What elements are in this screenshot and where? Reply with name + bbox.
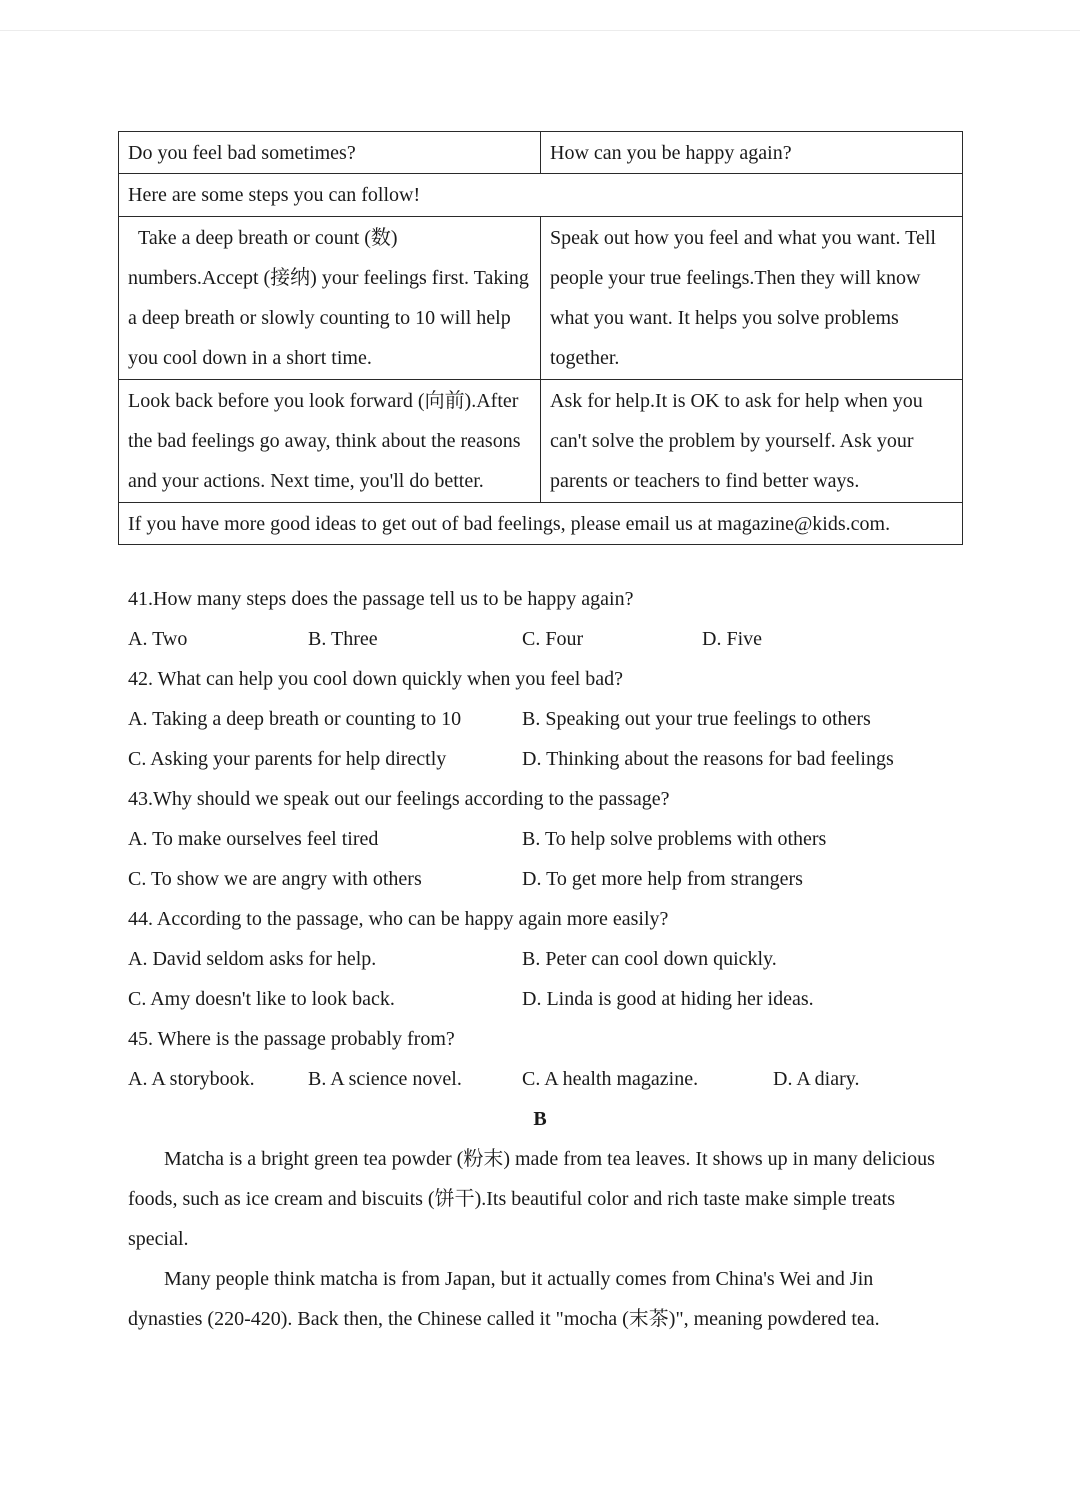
option-44-a: A. David seldom asks for help. xyxy=(128,948,377,970)
option-43-b: B. To help solve problems with others xyxy=(522,828,827,850)
option-41-d: D. Five xyxy=(702,628,762,650)
question-45: 45. Where is the passage probably from? xyxy=(128,1028,455,1050)
table-row xyxy=(119,379,963,502)
option-42-b: B. Speaking out your true feelings to others xyxy=(522,708,871,730)
option-44-d: D. Linda is good at hiding her ideas. xyxy=(522,988,814,1010)
page-top-rule xyxy=(0,30,1080,31)
step-cell-speak-out: Speak out how you feel and what you want. Tell people your true feelings.Then they will know what you want. It helps you solve problems together. xyxy=(541,216,963,379)
question-41: 41.How many steps does the passage tell us to be happy again? xyxy=(128,588,634,610)
question-43: 43.Why should we speak out our feelings according to the passage? xyxy=(128,788,670,810)
option-45-b: B. A science novel. xyxy=(308,1068,462,1090)
steps-intro-cell: Here are some steps you can follow! xyxy=(119,174,963,216)
option-41-b: B. Three xyxy=(308,628,378,650)
question-42: 42. What can help you cool down quickly when you feel bad? xyxy=(128,668,624,690)
option-44-c: C. Amy doesn't like to look back. xyxy=(128,988,395,1010)
table-header-row xyxy=(119,132,963,174)
option-42-a: A. Taking a deep breath or counting to 10 xyxy=(128,708,462,730)
steps-table xyxy=(118,131,963,545)
option-45-d: D. A diary. xyxy=(773,1068,860,1090)
footer-cell: If you have more good ideas to get out of bad feelings, please email us at magazine@kids.com. xyxy=(119,502,963,544)
header-left-cell: Do you feel bad sometimes? xyxy=(119,132,541,174)
section-b-title: B xyxy=(533,1108,547,1130)
option-42-c: C. Asking your parents for help directly xyxy=(128,748,447,770)
paragraph-matcha-history: Many people think matcha is from Japan, but it actually comes from China's Wei and Jin dynasties (220-420). Back then, the Chinese called it "mocha (末茶)", meaning powdered tea. xyxy=(128,1268,880,1330)
option-41-a: A. Two xyxy=(128,628,188,650)
option-43-a: A. To make ourselves feel tired xyxy=(128,828,379,850)
option-41-c: C. Four xyxy=(522,628,584,650)
option-43-d: D. To get more help from strangers xyxy=(522,868,803,890)
option-45-c: C. A health magazine. xyxy=(522,1068,699,1090)
table-intro-row xyxy=(119,174,963,216)
option-44-b: B. Peter can cool down quickly. xyxy=(522,948,777,970)
table-footer-row xyxy=(119,502,963,544)
step-cell-deep-breath: Take a deep breath or count (数) numbers.Accept (接纳) your feelings first. Taking a deep breath or slowly counting to 10 will help you cool down in a short time. xyxy=(119,216,541,379)
table-row xyxy=(119,216,963,379)
question-44: 44. According to the passage, who can be happy again more easily? xyxy=(128,908,669,930)
option-43-c: C. To show we are angry with others xyxy=(128,868,422,890)
option-42-d: D. Thinking about the reasons for bad feelings xyxy=(522,748,894,770)
paragraph-matcha-intro: Matcha is a bright green tea powder (粉末) made from tea leaves. It shows up in many delicious foods, such as ice cream and biscuits (饼干).Its beautiful color and rich taste make simple treats special. xyxy=(128,1148,935,1250)
step-cell-ask-help: Ask for help.It is OK to ask for help when you can't solve the problem by yourself. Ask your parents or teachers to find better ways. xyxy=(541,379,963,502)
option-45-a: A. A storybook. xyxy=(128,1068,255,1090)
step-cell-look-back: Look back before you look forward (向前).After the bad feelings go away, think about the reasons and your actions. Next time, you'll do better. xyxy=(119,379,541,502)
header-right-cell: How can you be happy again? xyxy=(541,132,963,174)
